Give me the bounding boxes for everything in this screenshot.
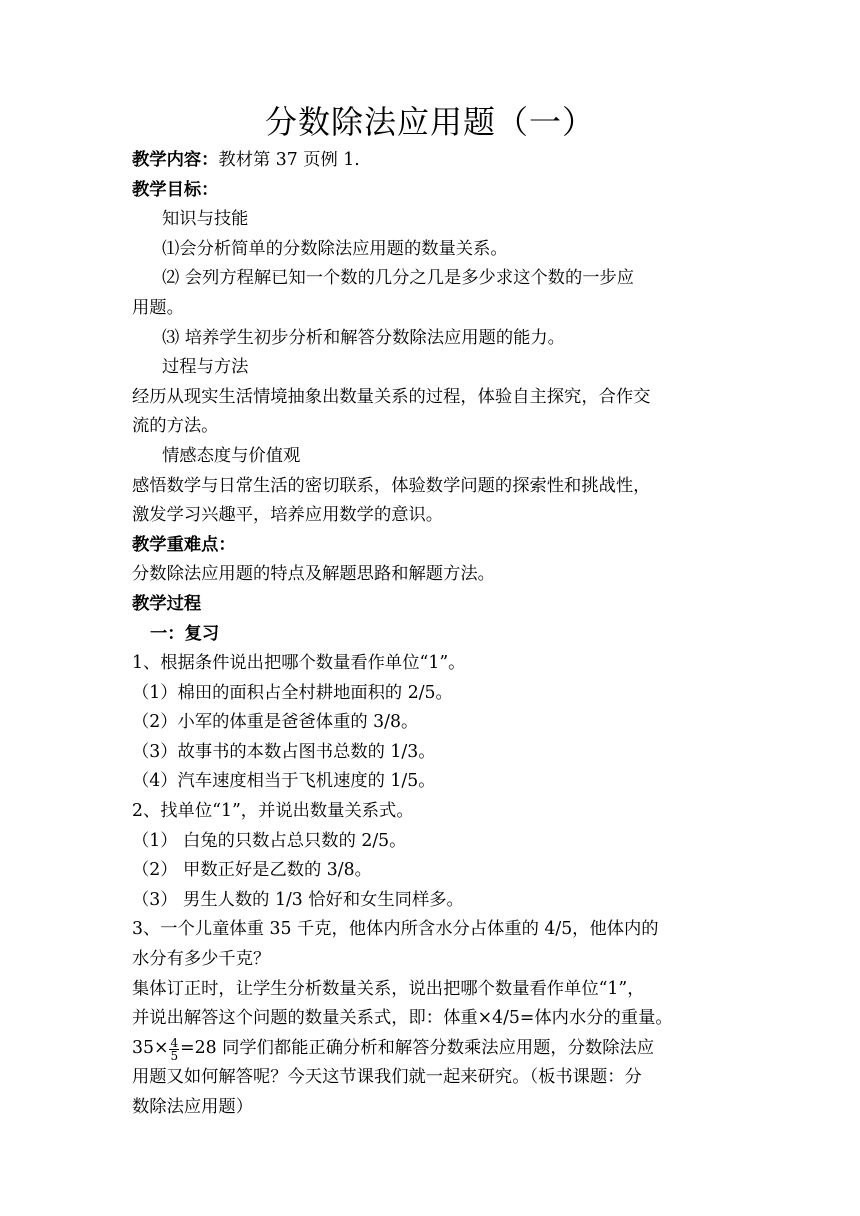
calculation-line	[132, 1034, 732, 1064]
intro-text-cont: 数除法应用题）	[132, 1097, 253, 1117]
goal-item-3: ⑶ 培养学生初步分析和解答分数除法应用题的能力。	[162, 327, 565, 348]
fraction-denominator: 5	[170, 1048, 179, 1063]
goal-item-2-cont: 用题。	[132, 297, 184, 318]
calc-prefix: 35×	[132, 1037, 169, 1058]
intro-text: 用题又如何解答呢？今天这节课我们就一起来研究。（板书课题：分	[132, 1067, 642, 1088]
emotion-values-text-cont: 激发学习兴趣平，培养应用数学的意识。	[132, 505, 444, 526]
goal-item-2: ⑵ 会列方程解已知一个数的几分之几是多少求这个数的一步应	[162, 268, 635, 289]
fraction	[169, 1035, 179, 1063]
review-q1-item-4: （4）汽车速度相当于飞机速度的 1/5。	[132, 771, 436, 792]
emotion-values-heading: 情感态度与价值观	[162, 445, 301, 466]
review-q2-item-3: （3） 男生人数的 1/3 恰好和女生同样多。	[132, 889, 464, 910]
correction-text-cont: 并说出解答这个问题的数量关系式，即：体重×4/5=体内水分的重量。	[132, 1008, 673, 1029]
fraction-numerator: 4	[170, 1035, 179, 1050]
document-body	[132, 146, 732, 1123]
review-q1-item-1: （1）棉田的面积占全村耕地面积的 2/5。	[132, 682, 453, 703]
review-question-3-cont: 水分有多少千克？	[132, 949, 271, 970]
page-title: 分数除法应用题（一）	[264, 103, 595, 141]
key-difficulties-heading: 教学重难点：	[132, 534, 236, 555]
correction-text: 集体订正时，让学生分析数量关系，说出把哪个数量看作单位“1”，	[132, 978, 645, 999]
teaching-goals-heading: 教学目标：	[132, 179, 219, 200]
knowledge-skills-heading: 知识与技能	[162, 209, 249, 230]
review-q2-item-2: （2） 甲数正好是乙数的 3/8。	[132, 860, 372, 881]
review-question-3: 3、一个儿童体重 35 千克，他体内所含水分占体重的 4/5，他体内的	[132, 919, 659, 940]
process-method-heading: 过程与方法	[162, 357, 249, 378]
goal-item-1: ⑴会分析简单的分数除法应用题的数量关系。	[162, 238, 508, 259]
calc-suffix: =28 同学们都能正确分析和解答分数乘法应用题，分数除法应	[180, 1037, 655, 1058]
review-q1-item-2: （2）小军的体重是爸爸体重的 3/8。	[132, 712, 419, 733]
key-difficulties-text: 分数除法应用题的特点及解题思路和解题方法。	[132, 564, 495, 585]
teaching-content-label: 教学内容：	[132, 150, 219, 170]
review-heading: 一：复习	[150, 623, 220, 644]
review-q1-item-3: （3）故事书的本数占图书总数的 1/3。	[132, 741, 436, 762]
review-question-1: 1、根据条件说出把哪个数量看作单位“1”。	[132, 653, 466, 674]
review-question-2: 2、找单位“1”，并说出数量关系式。	[132, 801, 414, 822]
review-q2-item-1: （1） 白兔的只数占总只数的 2/5。	[132, 830, 407, 851]
teaching-process-heading: 教学过程	[132, 593, 202, 614]
emotion-values-text: 感悟数学与日常生活的密切联系，体验数学问题的探索性和挑战性，	[132, 475, 651, 496]
process-method-text: 经历从现实生活情境抽象出数量关系的过程，体验自主探究，合作交	[132, 386, 651, 407]
process-method-text-cont: 流的方法。	[132, 416, 219, 437]
teaching-content-line	[132, 146, 732, 176]
teaching-content-text: 教材第 37 页例 1.	[218, 150, 360, 170]
